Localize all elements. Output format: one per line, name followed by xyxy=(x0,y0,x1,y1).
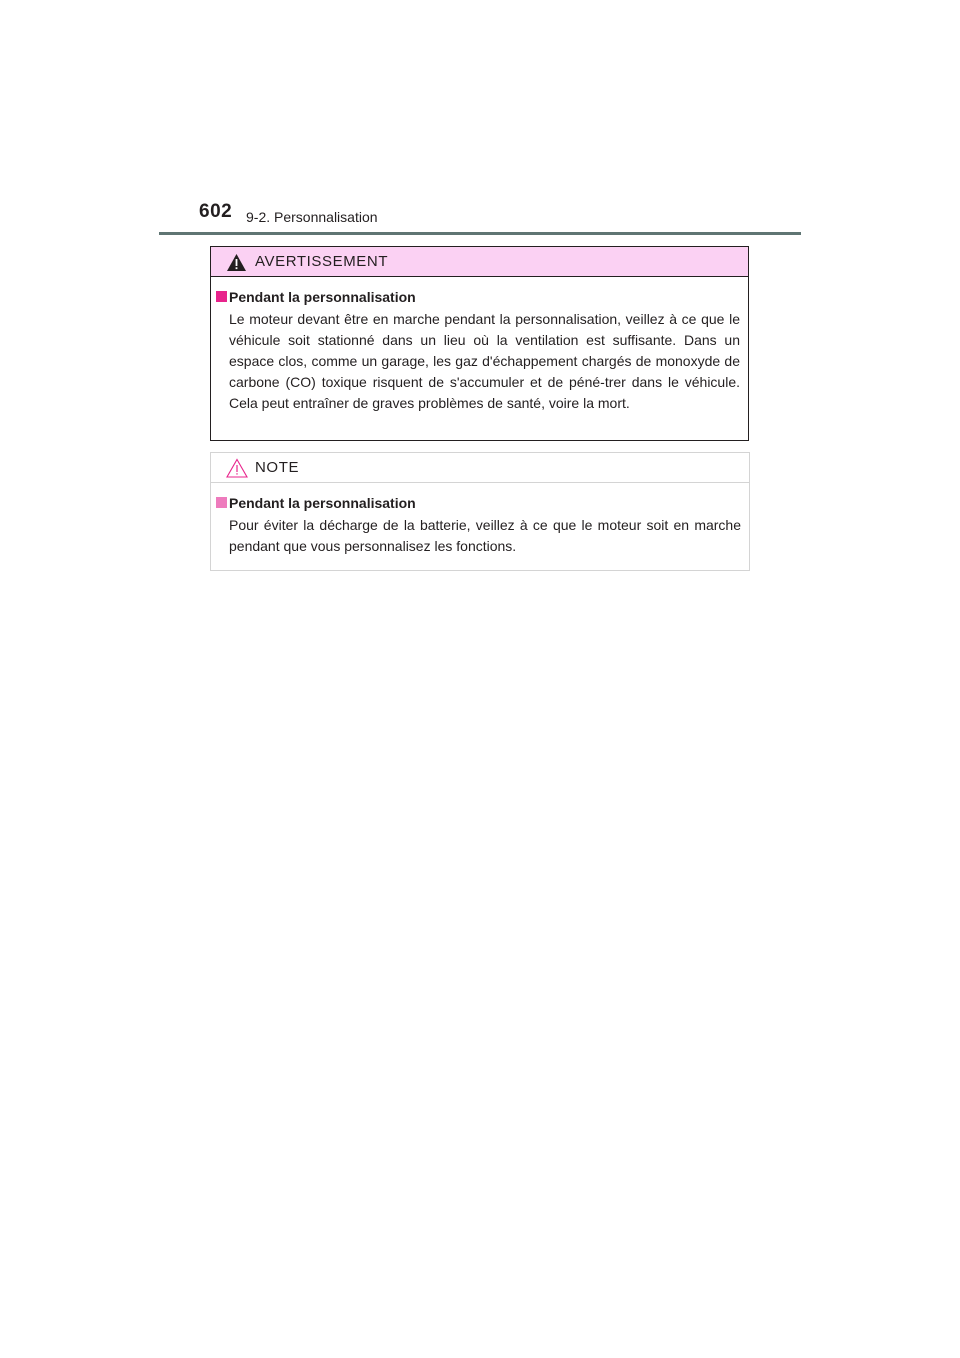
note-box xyxy=(210,452,750,571)
note-item-heading xyxy=(211,493,749,513)
caution-triangle-outline-icon xyxy=(226,458,248,478)
note-item xyxy=(211,493,749,557)
page-number: 602 xyxy=(199,201,233,222)
header-rule xyxy=(159,232,801,235)
warning-label: AVERTISSEMENT xyxy=(255,253,389,270)
warning-header xyxy=(211,247,748,277)
warning-triangle-icon xyxy=(226,253,247,272)
warning-item-heading xyxy=(211,287,748,307)
note-label: NOTE xyxy=(255,459,300,476)
warning-item xyxy=(211,287,748,414)
note-header xyxy=(211,453,749,483)
warning-item-body: Le moteur devant être en marche pendant la personnalisation, veillez à ce que le véhicule soit stationné dans un lieu où la ventilation est suffisante. Dans un espace clos, comme un garage, les gaz d'échappement chargés de monoxyde de carbone (CO) toxique risquent de s'accumuler et de péné-trer dans le véhicule. Cela peut entraîner de graves problèmes de santé, voire la mort. xyxy=(229,311,740,411)
warning-box xyxy=(210,246,749,441)
note-item-heading-text: Pendant la personnalisation xyxy=(229,495,416,511)
note-item-body: Pour éviter la décharge de la batterie, veillez à ce que le moteur soit en marche pendant que vous personnalisez les fonctions. xyxy=(229,517,741,554)
section-title: 9-2. Personnalisation xyxy=(246,209,378,225)
bullet-square-icon xyxy=(216,291,227,302)
bullet-square-icon xyxy=(216,497,227,508)
warning-item-heading-text: Pendant la personnalisation xyxy=(229,289,416,305)
